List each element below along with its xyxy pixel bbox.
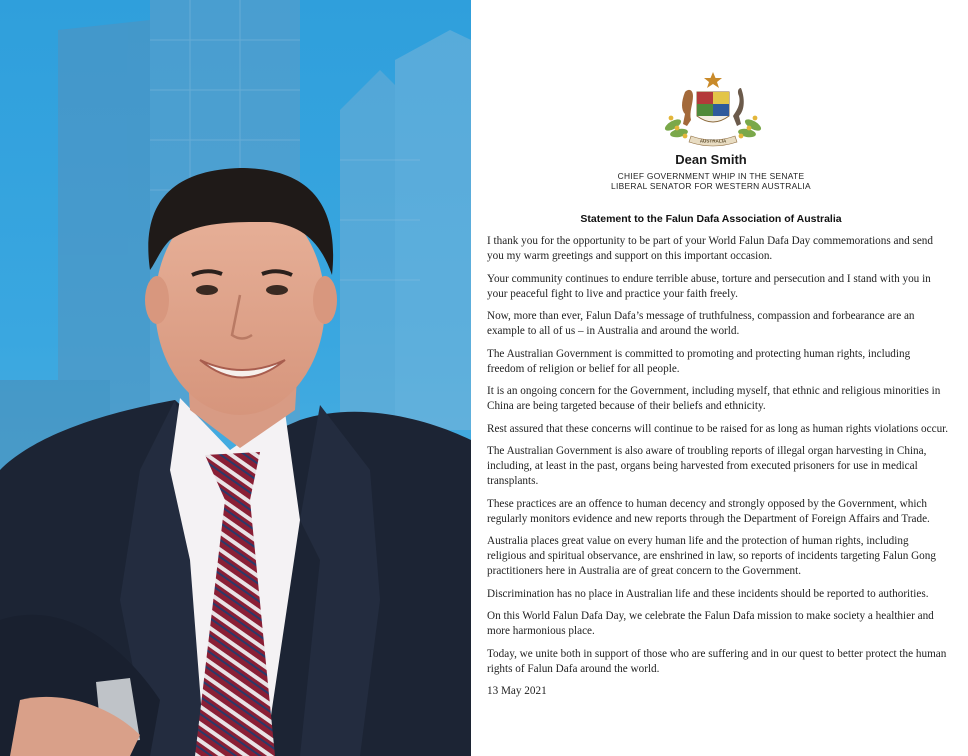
statement-paragraph: The Australian Government is committed to promoting and protecting human rights, including freedom of religion or belief for all people. — [487, 347, 911, 375]
statement-paragraph: I thank you for the opportunity to be part of your World Falun Dafa Day commemorations and send you my warm greetings and support on this important occasion. — [487, 235, 933, 262]
signatory-role-line-1: CHIEF GOVERNMENT WHIP IN THE SENATE — [617, 171, 805, 181]
portrait-illustration — [0, 0, 471, 756]
statement-paragraph: The Australian Government is also aware of troubling reports of illegal organ harvesting in China, including, at least in the past, organs being harvested from executed prisoners for use in medical transplants. — [487, 445, 927, 487]
signatory-role-line-2: LIBERAL SENATOR FOR WESTERN AUSTRALIA — [611, 181, 811, 191]
coat-of-arms-icon — [663, 70, 763, 148]
statement-date: 13 May 2021 — [487, 685, 547, 697]
letter-panel — [471, 0, 968, 756]
statement-paragraph: Your community continues to endure terrible abuse, torture and persecution and I stand with you in your peaceful fight to live and practice your faith freely. — [487, 272, 931, 300]
portrait-photo — [0, 0, 471, 756]
statement-title: Statement to the Falun Dafa Association of Australia — [580, 213, 842, 225]
statement-paragraph: On this World Falun Dafa Day, we celebrate the Falun Dafa mission to make society a healthier and more harmonious place. — [487, 610, 934, 637]
statement-paragraph: Australia places great value on every human life and the protection of human rights, including religious and spiritual observance, are enshrined in law, so reports of incidents targeting Falun Gong practitioners here in Australia are of great concern to the Government. — [487, 535, 936, 577]
statement-paragraph: Discrimination has no place in Australian life and these incidents should be reported to authorities. — [487, 587, 929, 600]
statement-paragraph: Today, we unite both in support of those who are suffering and in our quest to better protect the human rights of Falun Dafa around the world. — [487, 647, 947, 675]
signatory-name: Dean Smith — [675, 152, 747, 167]
statement-body — [487, 234, 949, 707]
crest-motto: AUSTRALIA — [699, 138, 727, 144]
statement-paragraph: It is an ongoing concern for the Government, including myself, that ethnic and religious minorities in China are being targeted because of their beliefs and ethnicity. — [487, 385, 941, 412]
statement-paragraph: Rest assured that these concerns will continue to be raised for as long as human rights violations occur. — [487, 422, 949, 435]
statement-paragraph: Now, more than ever, Falun Dafa’s message of truthfulness, compassion and forbearance are an example to all of us – in Australia and around the world. — [487, 310, 915, 337]
statement-paragraph: These practices are an offence to human decency and strongly opposed by the Government, which regularly monitors evidence and new reports through the Department of Foreign Affairs and Trade. — [487, 497, 930, 525]
